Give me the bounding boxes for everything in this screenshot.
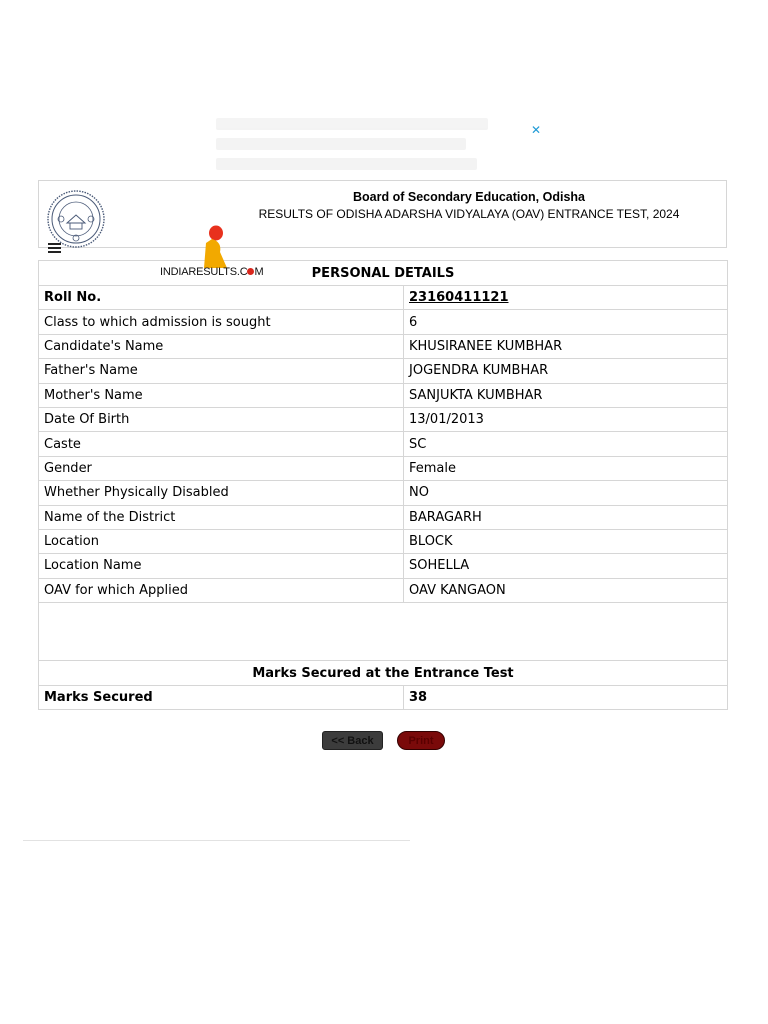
row-label: Location Name bbox=[39, 554, 404, 578]
row-label: Mother's Name bbox=[39, 383, 404, 407]
back-button[interactable]: << Back bbox=[322, 731, 383, 750]
watermark-text: INDIARESULTS.C bbox=[160, 266, 248, 278]
print-button[interactable]: Print bbox=[397, 731, 445, 750]
marks-value: 38 bbox=[404, 686, 728, 710]
row-label: Gender bbox=[39, 456, 404, 480]
table-row bbox=[39, 505, 728, 529]
personal-details-heading-row bbox=[39, 261, 728, 286]
row-value: SOHELLA bbox=[404, 554, 728, 578]
row-value: BLOCK bbox=[404, 529, 728, 553]
roll-label: Roll No. bbox=[39, 286, 404, 310]
roll-value bbox=[404, 286, 728, 310]
watermark-text-end: M bbox=[254, 266, 264, 278]
row-value: SANJUKTA KUMBHAR bbox=[404, 383, 728, 407]
table-row bbox=[39, 286, 728, 310]
divider bbox=[23, 840, 410, 841]
row-label: Name of the District bbox=[39, 505, 404, 529]
marks-row bbox=[39, 686, 728, 710]
row-value: BARAGARH bbox=[404, 505, 728, 529]
personal-details-heading: PERSONAL DETAILS bbox=[39, 261, 728, 286]
row-label: Candidate's Name bbox=[39, 334, 404, 358]
row-value: JOGENDRA KUMBHAR bbox=[404, 359, 728, 383]
roll-number: 23160411121 bbox=[409, 290, 509, 306]
ad-banner[interactable] bbox=[216, 118, 488, 170]
row-value: NO bbox=[404, 481, 728, 505]
board-seal-icon bbox=[45, 189, 107, 249]
marks-label: Marks Secured bbox=[39, 686, 404, 710]
row-value: OAV KANGAON bbox=[404, 578, 728, 602]
table-row bbox=[39, 310, 728, 334]
row-label: Date Of Birth bbox=[39, 407, 404, 431]
table-row bbox=[39, 554, 728, 578]
table-row bbox=[39, 481, 728, 505]
row-label: Class to which admission is sought bbox=[39, 310, 404, 334]
table-row bbox=[39, 334, 728, 358]
table-row bbox=[39, 359, 728, 383]
hamburger-menu-icon[interactable] bbox=[48, 243, 61, 253]
indiaresults-watermark bbox=[160, 266, 263, 278]
row-value: SC bbox=[404, 432, 728, 456]
row-label: Location bbox=[39, 529, 404, 553]
table-row bbox=[39, 432, 728, 456]
row-label: Whether Physically Disabled bbox=[39, 481, 404, 505]
marks-heading-row bbox=[39, 661, 728, 686]
result-table bbox=[38, 260, 728, 710]
marks-heading: Marks Secured at the Entrance Test bbox=[39, 661, 728, 686]
table-row bbox=[39, 383, 728, 407]
close-icon[interactable]: ✕ bbox=[530, 123, 542, 137]
row-value: 6 bbox=[404, 310, 728, 334]
indiaresults-logo-icon bbox=[200, 224, 232, 270]
table-row bbox=[39, 407, 728, 431]
row-label: OAV for which Applied bbox=[39, 578, 404, 602]
row-value: Female bbox=[404, 456, 728, 480]
table-row bbox=[39, 578, 728, 602]
table-row bbox=[39, 456, 728, 480]
board-header bbox=[38, 180, 727, 248]
table-row bbox=[39, 529, 728, 553]
row-label: Caste bbox=[39, 432, 404, 456]
spacer-row bbox=[39, 603, 728, 661]
row-value: KHUSIRANEE KUMBHAR bbox=[404, 334, 728, 358]
board-title: Board of Secondary Education, Odisha bbox=[353, 190, 585, 204]
result-title: RESULTS OF ODISHA ADARSHA VIDYALAYA (OAV) ENTRANCE TEST, 2024 bbox=[258, 207, 680, 221]
spacer-cell bbox=[39, 603, 728, 661]
row-value: 13/01/2013 bbox=[404, 407, 728, 431]
row-label: Father's Name bbox=[39, 359, 404, 383]
